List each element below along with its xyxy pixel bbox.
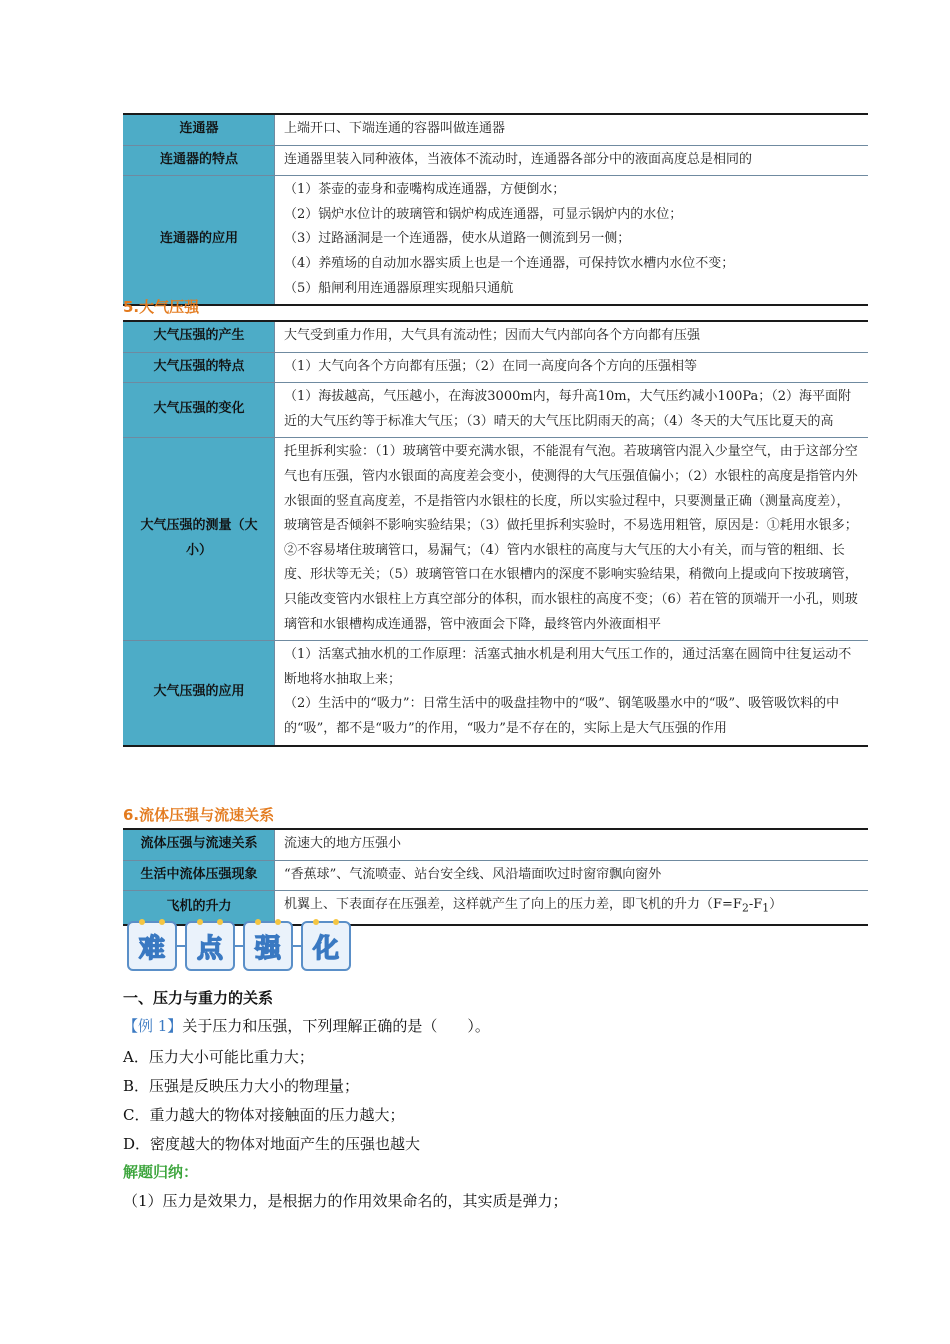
row-value: （1）海拔越高，气压越小，在海波3000m内，每升高10m，大气压约减小100Pa；（2）海平面附近的大气压约等于标准大气压；（3）晴天的大气压比阴雨天的高；（4）冬天的大气压比夏天的高 [275,383,869,438]
summary-line: （1）压力是效果力，是根据力的作用效果命名的，其实质是弹力； [123,1192,568,1210]
lift-text: 机翼上、下表面存在压强差，这样就产生了向上的压力差，即飞机的升力（F=F [284,897,742,913]
badge-char: 难 [127,921,177,971]
table-row [123,176,868,305]
table-row [123,321,868,352]
row-key: 流体压强与流速关系 [123,829,275,860]
table-row [123,352,868,383]
table-row [123,829,868,860]
table-atmospheric-pressure [123,320,868,747]
option-c: C．重力越大的物体对接触面的压力越大； [123,1106,405,1124]
row-key: 连通器的特点 [123,145,275,176]
option-a: A．压力大小可能比重力大； [123,1048,314,1066]
row-value: 上端开口、下端连通的容器叫做连通器 [275,114,869,145]
row-key: 飞机的升力 [123,891,275,926]
subscript: 2 [741,901,749,915]
row-key: 大气压强的产生 [123,321,275,352]
lift-text: -F [748,897,763,913]
row-key: 大气压强的应用 [123,641,275,746]
table-row [123,438,868,641]
row-value [275,176,869,305]
list-item: （4）养殖场的自动加水器实质上也是一个连通器，可保持饮水槽内水位不变； [284,255,735,271]
row-key: 连通器的应用 [123,176,275,305]
row-value [275,891,869,926]
row-key: 连通器 [123,114,275,145]
part-heading: 一、压力与重力的关系 [123,989,274,1007]
badge-char: 点 [185,921,235,971]
subscript: 1 [762,901,770,915]
table-row [123,860,868,891]
list-item: （2）锅炉水位计的玻璃管和锅炉构成连通器，可显示锅炉内的水位； [284,206,683,222]
summary-label: 解题归纳： [123,1163,199,1181]
badge-char: 强 [243,921,293,971]
option-d: D．密度越大的物体对地面产生的压强也越大 [123,1135,421,1153]
row-key: 大气压强的特点 [123,352,275,383]
example-tag: 【例 1】 [123,1017,183,1035]
table-row [123,383,868,438]
table-row [123,114,868,145]
list-item: （1）活塞式抽水机的工作原理：活塞式抽水机是利用大气压工作的，通过活塞在圆筒中往复运动不断地将水抽取上来； [284,647,852,687]
list-item: （5）船闸利用连通器原理实现船只通航 [284,280,514,296]
table-row [123,145,868,176]
option-b: B．压强是反映压力大小的物理量； [123,1077,360,1095]
row-value: （1）大气向各个方向都有压强；（2）在同一高度向各个方向的压强相等 [275,352,869,383]
row-value: 大气受到重力作用，大气具有流动性；因而大气内部向各个方向都有压强 [275,321,869,352]
row-value: 流速大的地方压强小 [275,829,869,860]
lift-text: ） [769,897,783,913]
row-key: 大气压强的变化 [123,383,275,438]
list-item: （3）过路涵洞是一个连通器，使水从道路一侧流到另一侧； [284,231,631,247]
row-key: 大气压强的测量（大小） [123,438,275,641]
table-row [123,641,868,746]
section-title-atmospheric: 5.大气压强 [123,298,200,316]
table-fluid-pressure [123,828,868,926]
row-value: 托里拆利实验：（1）玻璃管中要充满水银，不能混有气泡。若玻璃管内混入少量空气，由于这部分空气也有压强，管内水银面的高度差会变小，使测得的大气压强值偏小；（2）水银柱的高度是指管内外水银面的竖直高度差，不是指管内水银柱的长度，所以实验过程中，只要测量正确（测量高度差），玻璃管是否倾斜不影响实验结果；（3）做托里拆利实验时，不易选用粗管，原因是：①耗用水银多；②不容易堵住玻璃管口，易漏气；（4）管内水银柱的高度与大气压的大小有关，而与管的粗细、长度、形状等无关；（5）玻璃管管口在水银槽内的深度不影响实验结果，稍微向上提或向下按玻璃管，只能改变管内水银柱上方真空部分的体积，而水银柱的高度不变；（6）若在管的顶端开一小孔，则玻璃管和水银槽构成连通器，管中液面会下降，最终管内外液面相平 [275,438,869,641]
badge-char: 化 [301,921,351,971]
difficulty-badge-banner [127,918,351,974]
row-key: 生活中流体压强现象 [123,860,275,891]
list-item: （2）生活中的“吸力”：日常生活中的吸盘挂物中的“吸”、钢笔吸墨水中的“吸”、吸管吸饮料的中的“吸”，都不是“吸力”的作用，“吸力”是不存在的，实际上是大气压强的作用 [284,696,840,736]
question-text: 关于压力和压强，下列理解正确的是（ ）。 [182,1017,490,1035]
section-title-fluid: 6.流体压强与流速关系 [123,806,275,824]
example-question [123,1016,490,1036]
row-value [275,641,869,746]
table-connector [123,113,868,306]
list-item: （1）茶壶的壶身和壶嘴构成连通器，方便倒水； [284,182,566,198]
row-value: 连通器里装入同种液体，当液体不流动时，连通器各部分中的液面高度总是相同的 [275,145,869,176]
row-value: “香蕉球”、气流喷壶、站台安全线、风沿墙面吹过时窗帘飘向窗外 [275,860,869,891]
